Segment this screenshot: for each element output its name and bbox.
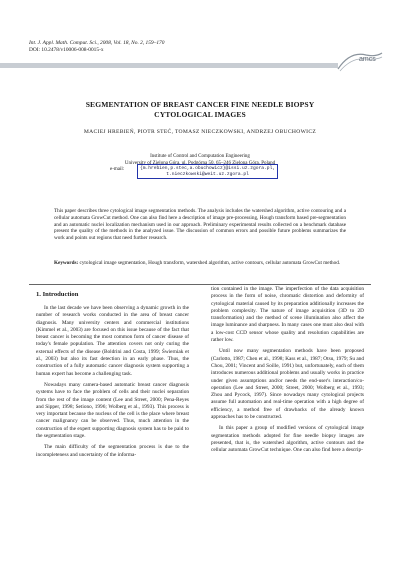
abstract: This paper describes three cytological image segmentation methods. The analysis includes the watershed algorithm, active contouring and a cellular automata GrowCut method. One can also find here a description of image pre-processing, Hough transform based pre-segmentation and an automatic nuclei localization mechanism used in our approach. Preliminary experimental results collected on a benchmark database present the quality of the methods in the analyzed issue. The discussion of common errors and possible future problems summarizes the work and points out regions that need further research. <box>54 208 346 242</box>
right-column <box>211 286 364 459</box>
affiliation-address: University of Zielona Góra, ul. Podgórna 50, 65–246 Zielona Góra, Poland <box>124 160 276 166</box>
section-divider <box>29 284 371 285</box>
paragraph: Until now many segmentation methods have been proposed (Carlotto, 1987; Chen et al., 1998; Kass et al., 1987; Otsu, 1979; Su and Chou, 2001; Vincent and Soille, 1991) but, unfortunately, each of them introduces numerous additional problems and usually works in practice under given assumptions and/or needs the end-user's interaction/co-operation (Lee and Street, 2000; Street, 2000; Wolberg et al., 1993; Zhou and Pycock, 1997). Since nowadays many cytological projects assume full automation and real-time operation with a high degree of efficiency, a method free of drawbacks of the already known approaches has to be constructed. <box>211 348 364 421</box>
affiliation-institute: Institute of Control and Computation Engineering <box>150 154 250 159</box>
email-box[interactable] <box>137 164 278 179</box>
header-band <box>0 63 338 68</box>
email-line-2[interactable]: t.nieczkowski@weit.uz.zgora.pl <box>166 171 249 177</box>
section-heading: 1. Introduction <box>36 291 79 298</box>
email-label: e-mail: <box>110 167 125 172</box>
journal-logo-text: amcs <box>359 56 376 63</box>
journal-header <box>29 40 164 54</box>
keywords-text: cytological image segmentation, Hough transform, watershed algorithm, active contours, cellular automata GrowCut method. <box>79 260 341 266</box>
keywords-label: Keywords: <box>54 260 79 266</box>
paper-title <box>40 100 360 120</box>
paper-title-line-1: SEGMENTATION OF BREAST CANCER FINE NEEDLE BIOPSY <box>85 100 315 109</box>
paragraph: In the last decade we have been observing a dynamic growth in the number of research works conducted in the area of breast cancer diagnosis. Many university centers and commercial institutions (Kimmel et al., 2003) are focused on this issue because of the fact that breast cancer is becoming the most common form of cancer disease of today's female population. The attention covers not only curing the external effects of the disease (Boldrini and Costa, 1999; Świerniak et al., 2003) but also its fast detection in an early phase. Thus, the construction of a fully automatic cancer diagnosis system supporting a human expert has become a challenging task. <box>36 305 189 377</box>
paragraph: tion contained in the image. The imperfection of the data acquisition process in the form of noise, chromatic distortion and deformity of cytological material caused by its preparation additionally increases the problem complexity. The nature of image acquisition (3D to 2D transformation) and the method of scene illumination also affect the image luminance and sharpness. In many cases one must also deal with a low-cost CCD sensor whose quality and resolution capabilities are rather low. <box>211 286 364 344</box>
keywords <box>54 260 346 267</box>
paragraph: In this paper a group of modified versions of cytological image segmentation methods adopted for fine needle biopsy images are presented, that is, the watershed algorithm, active contours and the cellular automata GrowCut technique. One can also find here a descrip- <box>211 425 364 454</box>
paragraph: The main difficulty of the segmentation process is due to the incompleteness and uncertainty of the informa- <box>36 444 189 458</box>
journal-citation: Int. J. Appl. Math. Comput. Sci., 2008, Vol. 18, No. 2, 159–170 <box>29 40 165 46</box>
left-column <box>36 305 189 463</box>
paragraph: Nowadays many camera-based automatic breast cancer diagnosis systems have to face the problem of cells and their nuclei separation from the rest of the image content (Lee and Street, 2000; Pena-Reyes and Sipper, 1998; Setiono, 1996; Wolberg et al., 1993). This process is very important because the nucleus of the cell is the place where breast cancer malignancy can be observed. Thus, much attention in the construction of the expert supporting diagnosis system has to be paid to the segmentation stage. <box>36 381 189 440</box>
doi-link[interactable]: DOI: 10.2478/v10006-008-0015-x <box>29 47 104 54</box>
email-line-1[interactable]: {m.hrebien,p.stec,a.obuchowicz}@issi.uz.zgora.pl, <box>140 165 276 171</box>
paper-title-line-2: CYTOLOGICAL IMAGES <box>154 110 246 119</box>
author-list: MACIEJ HREBIEŃ, PIOTR STEĆ, TOMASZ NIECZKOWSKI, ANDRZEJ OBUCHOWICZ <box>83 129 317 135</box>
